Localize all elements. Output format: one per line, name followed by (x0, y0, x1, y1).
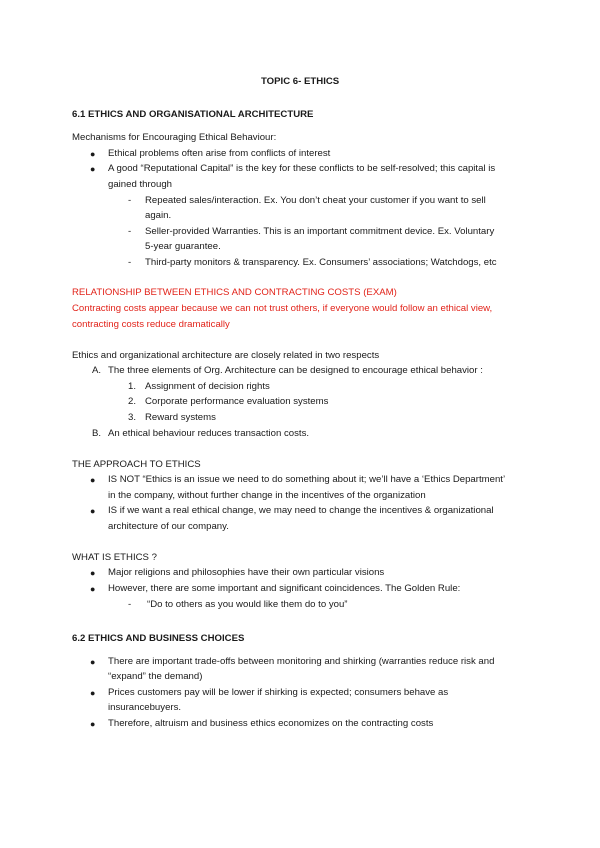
bullet-marker: ● (90, 657, 96, 667)
section-heading-6-2: 6.2 ETHICS AND BUSINESS CHOICES (72, 633, 245, 644)
list-item: The three elements of Org. Architecture can be designed to encourage ethical behavior : (108, 365, 483, 376)
sub-list-item-continued: again. (145, 210, 172, 221)
list-item-continued: “expand” the demand) (108, 671, 203, 682)
list-item: Prices customers pay will be lower if shirking is expected; consumers behave as (108, 687, 449, 698)
numbered-item: Reward systems (145, 412, 216, 423)
page-title: TOPIC 6- ETHICS (261, 76, 340, 87)
bullet-marker: ● (90, 719, 96, 729)
bullet-marker: ● (90, 568, 96, 578)
sub-list-item-continued: 5-year guarantee. (145, 241, 221, 252)
list-item-continued: architecture of our company. (108, 521, 229, 532)
dash-marker: - (128, 195, 132, 206)
numbered-label: 3. (128, 412, 137, 423)
list-item: There are important trade-offs between monitoring and shirking (warranties reduce risk and (108, 656, 495, 667)
list-item: IS NOT “Ethics is an issue we need to do something about it; we’ll have a ‘Ethics Department’ (108, 474, 506, 485)
list-item: Therefore, altruism and business ethics economizes on the contracting costs (108, 718, 434, 729)
sub-list-item: Third-party monitors & transparency. Ex. Consumers’ associations; Watchdogs, etc (145, 257, 497, 268)
bullet-marker: ● (90, 584, 96, 594)
bullet-marker: ● (90, 149, 96, 159)
paragraph-intro: Mechanisms for Encouraging Ethical Behaviour: (72, 132, 277, 143)
relationship-text-continued: contracting costs reduce dramatically (72, 319, 230, 330)
list-item: An ethical behaviour reduces transaction costs. (108, 428, 310, 439)
section-heading-6-1: 6.1 ETHICS AND ORGANISATIONAL ARCHITECTURE (72, 109, 314, 120)
dash-marker: - (128, 226, 132, 237)
numbered-label: 1. (128, 381, 137, 392)
list-item-continued: insurancebuyers. (108, 702, 182, 713)
dash-marker: - (128, 257, 132, 268)
numbered-label: 2. (128, 396, 137, 407)
list-label: A. (92, 365, 102, 376)
bullet-marker: ● (90, 506, 96, 516)
list-label: B. (92, 428, 102, 439)
relationship-heading: RELATIONSHIP BETWEEN ETHICS AND CONTRACTING COSTS (EXAM) (72, 287, 397, 298)
list-item: IS if we want a real ethical change, we may need to change the incentives & organizational (108, 505, 494, 516)
numbered-item: Corporate performance evaluation systems (145, 396, 329, 407)
approach-heading: THE APPROACH TO ETHICS (72, 459, 201, 470)
list-item: However, there are some important and significant coincidences. The Golden Rule: (108, 583, 461, 594)
paragraph-architecture: Ethics and organizational architecture are closely related in two respects (72, 350, 380, 361)
dash-marker: - (128, 599, 132, 610)
bullet-marker: ● (90, 475, 96, 485)
list-item: Major religions and philosophies have their own particular visions (108, 567, 385, 578)
numbered-item: Assignment of decision rights (145, 381, 270, 392)
list-item: Ethical problems often arise from conflicts of interest (108, 148, 331, 159)
bullet-marker: ● (90, 688, 96, 698)
sub-list-item: “Do to others as you would like them do to you” (147, 599, 348, 610)
bullet-marker: ● (90, 164, 96, 174)
list-item-continued: in the company, without further change in the incentives of the organization (108, 490, 426, 501)
list-item-continued: gained through (108, 179, 173, 190)
sub-list-item: Repeated sales/interaction. Ex. You don’t cheat your customer if you want to sell (145, 195, 486, 206)
list-item: A good “Reputational Capital” is the key for these conflicts to be self-resolved; this capital is (108, 163, 496, 174)
relationship-text: Contracting costs appear because we can not trust others, if everyone would follow an ethical view, (72, 303, 493, 314)
what-is-ethics-heading: WHAT IS ETHICS ? (72, 552, 157, 563)
sub-list-item: Seller-provided Warranties. This is an important commitment device. Ex. Voluntary (145, 226, 495, 237)
